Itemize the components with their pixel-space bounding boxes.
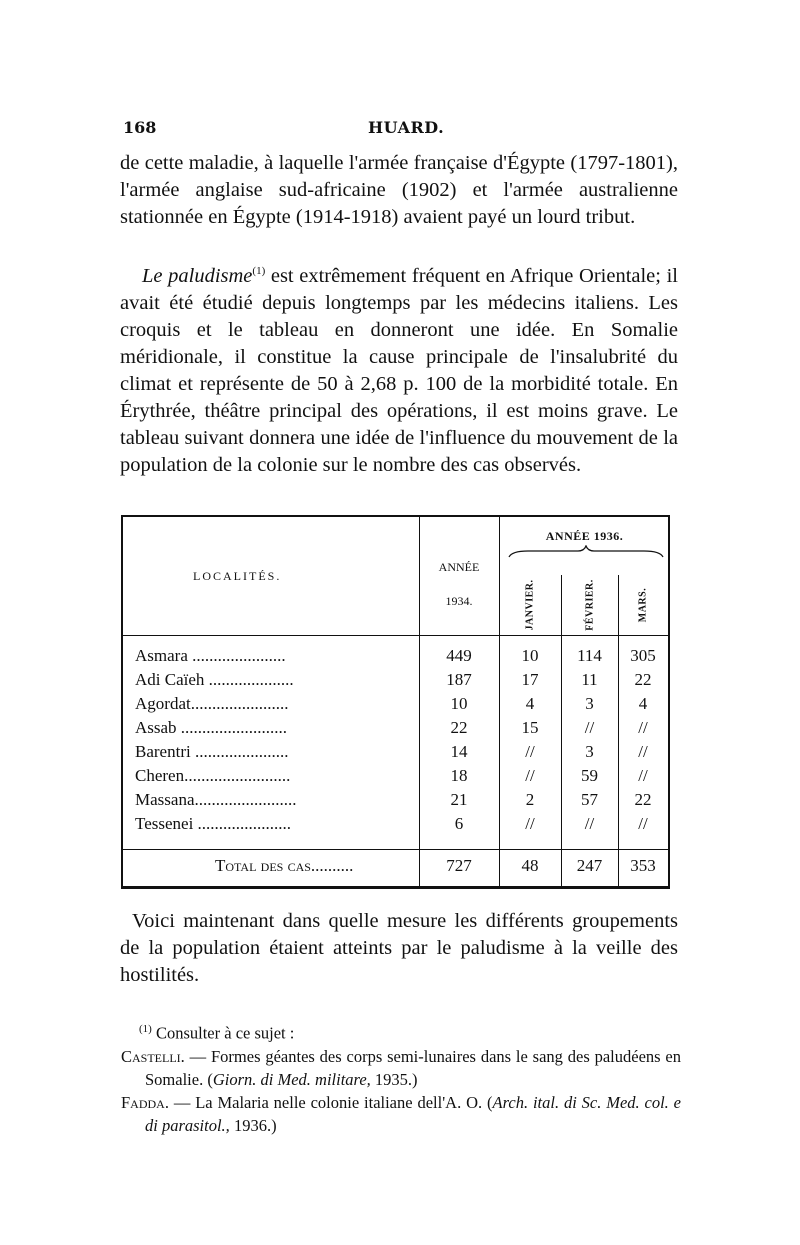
table-total-row	[123, 852, 668, 882]
table-row	[123, 742, 668, 766]
cell-1934: 449	[446, 646, 472, 665]
total-1934: 727	[446, 856, 472, 875]
ref-text: — Formes géantes des corps semi-lunaires dans le sang des paludéens en Somalie. (	[145, 1046, 681, 1089]
footnotes	[121, 1018, 681, 1137]
table-row	[123, 646, 668, 670]
cell-march: 4	[638, 694, 648, 713]
cell-february: 3	[585, 742, 594, 761]
paragraph-2-lead: Le paludisme	[142, 264, 253, 287]
footnote-intro-mark: (1)	[139, 1023, 152, 1035]
ref-author: Castelli.	[121, 1046, 185, 1066]
paragraph-1: de cette maladie, à laquelle l'armée française d'Égypte (1797-1801), l'armée anglaise sud-africaine (1902) et l'armée australienne stationnée en Égypte (1914-1918) avaient payé un lourd tribut.	[120, 152, 678, 228]
page-number: 168	[123, 118, 157, 137]
cell-january: 15	[521, 718, 539, 737]
footnote-ref-castelli	[121, 1045, 681, 1091]
paragraph-3: Voici maintenant dans quelle mesure les différents groupements de la population étaient atteints par le paludisme à la veille des hostilités.	[120, 910, 678, 986]
ref-author: Fadda.	[121, 1092, 169, 1112]
cell-january: //	[525, 814, 535, 833]
header-month-january: JANVIER.	[524, 579, 536, 631]
ref-journal: Arch. ital. di Sc. Med. col. e di parasitol.,	[145, 1092, 681, 1135]
cell-march: 22	[634, 670, 652, 689]
malaria-table	[121, 515, 670, 889]
header-localites: LOCALITÉS.	[193, 569, 282, 583]
ref-journal: Giorn. di Med. militare,	[212, 1069, 371, 1089]
cell-march: //	[638, 742, 648, 761]
header-annee-1934-year: 1934.	[445, 594, 473, 608]
cell-1934: 6	[454, 814, 464, 833]
cell-march: 305	[630, 646, 656, 665]
cell-march: 22	[634, 790, 652, 809]
table-row	[123, 790, 668, 814]
table-total-rule	[123, 849, 668, 850]
cell-january: 2	[525, 790, 535, 809]
cell-february: //	[584, 718, 595, 737]
table-row	[123, 718, 668, 742]
paragraph-2-text: est extrêmement fréquent en Afrique Orientale; il avait été étudié depuis longtemps par les médecins italiens. Les croquis et le tableau en donneront une idée. En Somalie méridionale, il constitue la cause principale de l'insalubrité du climat et représente de 50 à 2,68 p. 100 de la morbidité totale. En Érythrée, théâtre principal des opérations, il est moins grave. Le tableau suivant donnera une idée de l'influence du mouvement de la population de la colonie sur le nombre des cas observés.	[120, 264, 678, 476]
cell-locality: Agordat.......................	[135, 694, 289, 713]
cell-january: 10	[521, 646, 539, 665]
cell-february: 59	[581, 766, 598, 785]
total-january: 48	[521, 856, 539, 875]
total-label: Total des cas..........	[215, 856, 354, 875]
cell-locality: Barentri ......................	[135, 742, 289, 761]
cell-1934: 187	[446, 670, 472, 689]
cell-locality: Assab .........................	[135, 718, 288, 737]
cell-january: //	[525, 742, 535, 761]
footnote-mark: (1)	[252, 265, 266, 277]
header-month-february: FÉVRIER.	[584, 579, 596, 631]
total-march: 353	[630, 856, 656, 875]
cell-february: 57	[581, 790, 598, 809]
cell-1934: 21	[450, 790, 468, 809]
total-february: 247	[576, 856, 603, 875]
ref-year: 1935.)	[370, 1069, 418, 1089]
running-title: HUARD.	[368, 118, 445, 137]
table-row	[123, 694, 668, 718]
cell-february: 11	[581, 670, 598, 689]
cell-locality: Asmara ......................	[135, 646, 286, 665]
table-row	[123, 814, 668, 838]
cell-january: 17	[521, 670, 539, 689]
cell-locality: Adi Caïeh ....................	[135, 670, 294, 689]
cell-1934: 22	[450, 718, 468, 737]
cell-1934: 18	[450, 766, 468, 785]
cell-locality: Tessenei ......................	[135, 814, 292, 833]
cell-february: 3	[585, 694, 594, 713]
cell-march: //	[638, 718, 648, 737]
cell-march: //	[638, 814, 648, 833]
cell-locality: Massana........................	[135, 790, 297, 809]
footnote-intro-text: Consulter à ce sujet :	[151, 1023, 295, 1043]
cell-locality: Cheren.........................	[135, 766, 291, 785]
footnote-intro	[121, 1018, 681, 1045]
cell-january: //	[525, 766, 535, 785]
ref-text: — La Malaria nelle colonie italiane dell'A. O. (	[168, 1092, 493, 1112]
cell-february: 114	[577, 646, 602, 665]
header-month-march: MARS.	[637, 587, 649, 623]
brace-icon	[508, 545, 664, 559]
paragraph-2	[120, 258, 678, 479]
cell-march: //	[638, 766, 648, 785]
cell-february: //	[584, 814, 595, 833]
cell-1934: 14	[450, 742, 468, 761]
header-annee-1934-label: ANNÉE	[438, 560, 480, 574]
header-annee-1934	[419, 550, 499, 618]
ref-year: 1936.)	[229, 1115, 277, 1135]
table-row	[123, 670, 668, 694]
cell-january: 4	[525, 694, 535, 713]
table-header-rule	[123, 635, 668, 636]
running-head	[123, 118, 683, 142]
footnote-ref-fadda	[121, 1091, 681, 1137]
header-annee-1936: ANNÉE 1936.	[545, 529, 624, 543]
cell-1934: 10	[450, 694, 468, 713]
table-row	[123, 766, 668, 790]
